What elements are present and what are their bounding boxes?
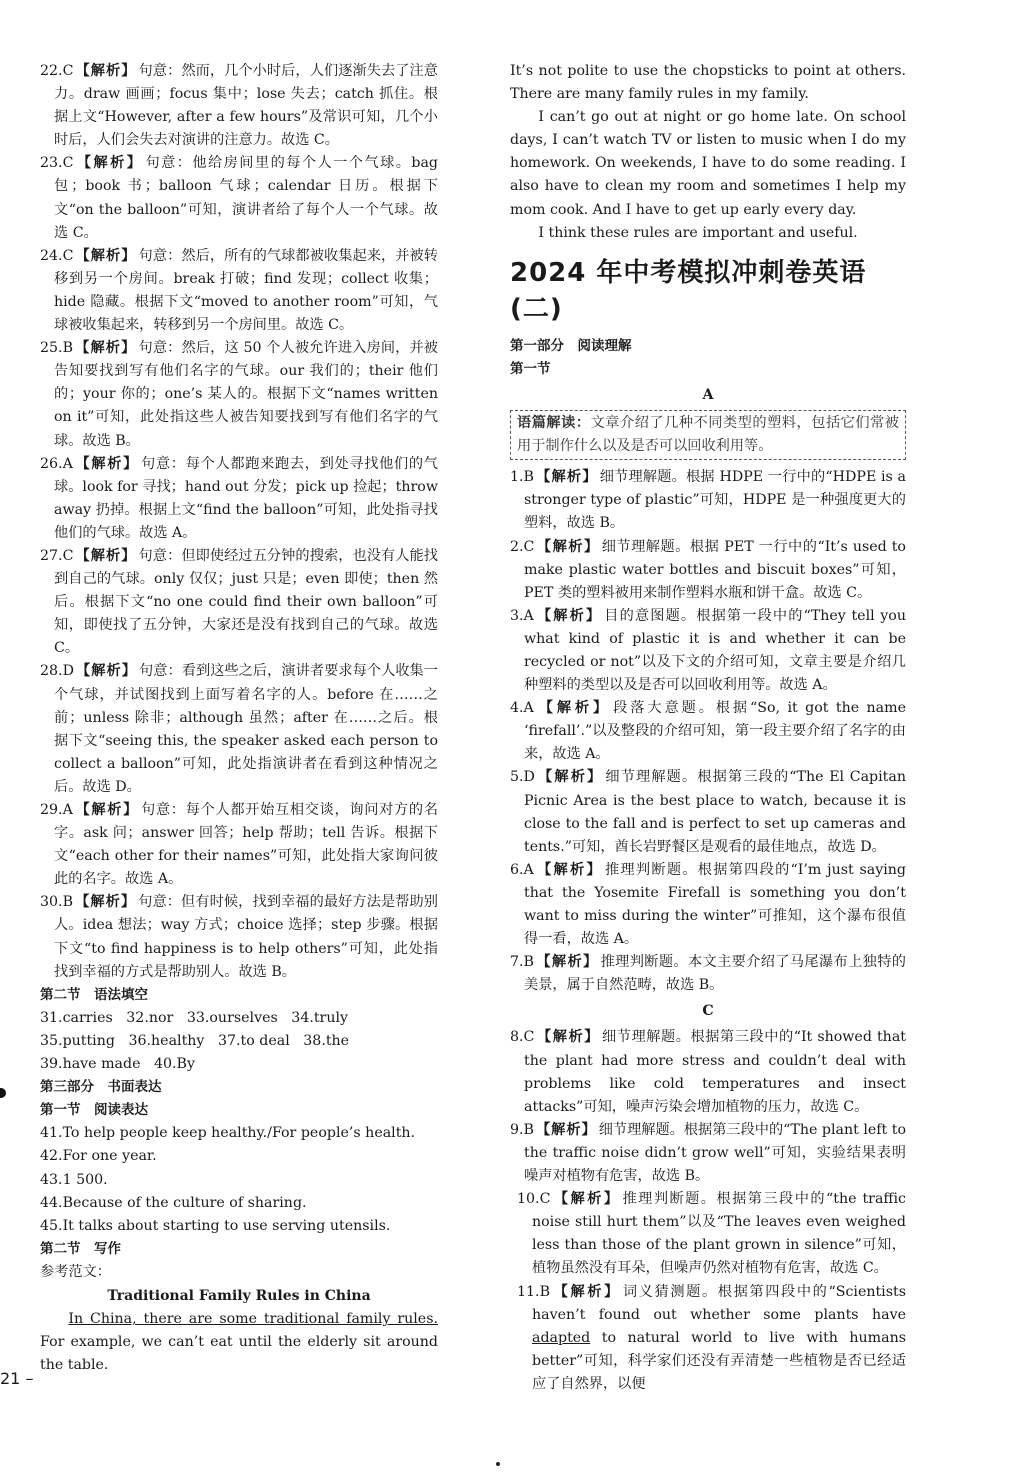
analysis-tag: 【解析】	[535, 607, 603, 624]
summary-text: 文章介绍了几种不同类型的塑料，包括它们常被用于制作什么以及是否可以回收利用等。	[517, 415, 899, 455]
grammar-heading: 第二节 语法填空	[40, 986, 148, 1003]
answer-item	[510, 466, 906, 535]
answer-number: 10.C	[517, 1191, 551, 1208]
answer-list-cloze	[40, 60, 438, 984]
answer-number: 11.B	[517, 1283, 550, 1300]
analysis-tag: 【解析】	[536, 769, 604, 786]
answer-number: 8.C	[510, 1029, 535, 1046]
analysis-tag: 【解析】	[75, 63, 137, 79]
margin-mark	[0, 1088, 6, 1098]
analysis-tag: 【解析】	[535, 700, 612, 717]
answer-number: 4.A	[510, 700, 534, 717]
answer-item	[40, 60, 438, 152]
answer-text: 句意：然后，所有的气球都被收集起来，并被转移到另一个房间。break 打破；find 发现；collect 收集；hide 隐藏。根据下文“moved to another room”可知，气球被收集起来，转移到另一个房间里。故选 C。	[54, 247, 438, 334]
analysis-tag: 【解析】	[75, 247, 137, 264]
answer-item	[510, 1281, 906, 1396]
answer-number: 29.A	[40, 802, 73, 818]
answer-number: 9.B	[510, 1121, 534, 1138]
passage-label-c: C	[702, 1003, 714, 1020]
analysis-tag: 【解析】	[75, 547, 137, 564]
grammar-line: 31.carries 32.nor 33.ourselves 34.truly	[40, 1009, 349, 1026]
essay-underlined-sentence: In China, there are some traditional family rules.	[68, 1311, 438, 1328]
reading-expression-heading: 第一节 阅读表达	[40, 1102, 148, 1119]
answer-item	[510, 766, 906, 858]
answer-text: 推理判断题。本文主要介绍了马尾瀑布上独特的美景，属于自然范畴，故选 B。	[524, 954, 906, 994]
answer-text: 推理判断题。根据第三段中的“the traffic noise still hurt them”以及“The leaves even weighed less than those of the plant grown in silence”可知，植物虽然没有耳朵，但噪声仍然对植物有危害，故选 C。	[532, 1191, 906, 1277]
analysis-tag: 【解析】	[552, 1283, 621, 1300]
section1-heading: 第一节	[510, 360, 551, 377]
answer-text: to natural world to live with humans better”可知，科学家们还没有弄清楚一些植物是否已经适应了自然界，以便	[532, 1329, 906, 1392]
passage-summary-box	[510, 410, 906, 460]
writing-heading: 第二节 写作	[40, 1240, 121, 1257]
analysis-tag: 【解析】	[536, 538, 600, 555]
answer-text: 细节理解题。根据 PET 一行中的“It’s used to make plastic water bottles and biscuit boxes”可知，PET 类的塑料被用来制作塑料水瓶和饼干盒。故选 C。	[524, 538, 906, 601]
answer-text: 目的意图题。根据第一段中的“They tell you what kind of plastic it is and whether it can be recycled or not”以及下文的介绍可知，文章主要是介绍几种塑料的类型以及是否可以回收利用等。故选 A。	[524, 607, 906, 694]
essay-title: Traditional Family Rules in China	[107, 1287, 371, 1304]
analysis-tag: 【解析】	[74, 802, 140, 818]
answer-text: 句意：看到这些之后，演讲者要求每个人收集一个气球，并试图找到上面写着名字的人。before 在……之前；unless 除非；although 虽然；after 在……之后。根据下文“seeing this, the speaker asked each person to collect a balloon”可知，此处指演讲者在看到这种情况之后。故选 D。	[54, 663, 438, 795]
answer-number: 6.A	[510, 861, 534, 878]
answer-text: 句意：但即使经过五分钟的搜索，也没有人能找到自己的气球。only 仅仅；just 只是；even 即使；then 然后。根据下文“no one could find their own balloon”可知，即使找了五分钟，大家还是没有找到自己的气球。故选 C。	[54, 547, 438, 657]
answer-item	[40, 245, 438, 337]
answer-item	[40, 337, 438, 452]
reading-answer: 45.It talks about starting to use serving utensils.	[40, 1217, 391, 1234]
answer-number: 2.C	[510, 538, 535, 555]
exam-title: 2024 年中考模拟冲刺卷英语(二)	[510, 257, 867, 324]
analysis-tag: 【解析】	[75, 663, 137, 680]
answer-number: 22.C	[40, 63, 74, 79]
analysis-tag: 【解析】	[535, 861, 603, 878]
answer-text: 细节理解题。根据 HDPE 一行中的“HDPE is a stronger type of plastic”可知，HDPE 是一种强度更大的塑料，故选 B。	[524, 469, 906, 532]
page-number: 21 –	[0, 1369, 34, 1388]
answer-text: 句意：他给房间里的每个人一个气球。bag 包；book 书；balloon 气球；calendar 日历。根据下文“on the balloon”可知，演讲者给了每个人一个气球。故选 C。	[54, 155, 438, 241]
answer-list-passage-c	[510, 1026, 906, 1280]
analysis-tag: 【解析】	[75, 894, 137, 911]
answer-text: 细节理解题。根据第三段中的“It showed that the plant had more stress and couldn’t deal with problems like cold temperatures and insect attacks”可知，噪声污染会增加植物的压力，故选 C。	[524, 1029, 906, 1115]
essay-text: For example, we can’t eat until the elderly sit around the table.	[40, 1334, 438, 1374]
part1-heading: 第一部分 阅读理解	[510, 337, 632, 354]
answer-number: 30.B	[40, 894, 73, 911]
answer-text: 句意：但有时候，找到幸福的最好方法是帮助别人。idea 想法；way 方式；choice 选择；step 步骤。根据下文“to find happiness is to help others”可知，此处指找到幸福的方式是帮助别人。故选 B。	[54, 894, 438, 980]
answer-text: 细节理解题。根据第三段中的“The plant left to the traffic noise didn’t grow well”可知，实验结果表明噪声对植物有危害，故选 B。	[524, 1121, 906, 1185]
grammar-line: 35.putting 36.healthy 37.to deal 38.the	[40, 1032, 350, 1049]
answer-item	[40, 660, 438, 799]
answer-item	[510, 859, 906, 951]
answer-text: 句意：每个人都开始互相交谈，询问对方的名字。ask 问；answer 回答；help 帮助；tell 告诉。根据下文“each other for their names”可知，此处指大家询问彼此的名字。故选 A。	[54, 802, 438, 888]
essay-continuation: It’s not polite to use the chopsticks to point at others. There are many family rules in my family.	[510, 63, 906, 103]
part3-heading: 第三部分 书面表达	[40, 1079, 162, 1096]
analysis-tag: 【解析】	[75, 340, 137, 357]
answer-number: 28.D	[40, 663, 74, 680]
answer-number: 3.A	[510, 607, 534, 624]
summary-label: 语篇解读：	[517, 415, 591, 432]
footer-dot	[496, 1462, 500, 1466]
analysis-tag: 【解析】	[535, 954, 599, 971]
answer-item	[40, 453, 438, 545]
answer-text: 细节理解题。根据第三段的“The El Capitan Picnic Area is the best place to watch, because it is close to the fall and is perfect to set up cameras and tents.”可知，酋长岩野餐区是观看的最佳地点，故选 D。	[524, 769, 906, 855]
answer-number: 25.B	[40, 340, 73, 357]
analysis-tag: 【解析】	[535, 469, 598, 486]
answer-number: 26.A	[40, 455, 73, 472]
passage-label-a: A	[702, 386, 714, 403]
answer-item	[510, 1026, 906, 1118]
answer-number: 23.C	[40, 155, 74, 172]
analysis-tag: 【解析】	[74, 455, 140, 472]
answer-list-passage-a	[510, 466, 906, 997]
answer-item	[40, 891, 438, 983]
grammar-line: 39.have made 40.By	[40, 1056, 196, 1073]
answer-text: 词义猜测题。根据第四段中的“Scientists haven’t found out whether some plants have	[532, 1283, 906, 1323]
sample-label: 参考范文：	[40, 1263, 111, 1280]
answer-text: 句意：然而，几个小时后，人们逐渐失去了注意力。draw 画画；focus 集中；lose 失去；catch 抓住。根据上文“However, after a few hours”及常识可知，几个小时后，人们会失去对演讲的注意力。故选 C。	[54, 63, 438, 149]
analysis-tag: 【解析】	[75, 155, 144, 172]
left-column	[40, 60, 438, 1377]
reading-answer: 41.To help people keep healthy./For people’s health.	[40, 1125, 416, 1142]
answer-item	[510, 605, 906, 697]
essay-paragraph	[40, 1308, 438, 1377]
answer-number: 7.B	[510, 954, 534, 971]
right-column	[510, 60, 906, 1396]
answer-item	[510, 1119, 906, 1188]
answer-number: 1.B	[510, 469, 534, 486]
answer-item	[40, 799, 438, 891]
reading-answer: 43.1 500.	[40, 1171, 108, 1188]
answer-item	[40, 152, 438, 244]
answer-item	[510, 536, 906, 605]
essay-paragraph: I think these rules are important and useful.	[538, 224, 858, 241]
answer-text: 句意：每个人都跑来跑去，到处寻找他们的气球。look for 寻找；hand out 分发；pick up 捡起；throw away 扔掉。根据上文“find the balloon”可知，此处指寻找他们的气球。故选 A。	[54, 455, 438, 541]
answer-number: 27.C	[40, 547, 74, 564]
answer-number: 5.D	[510, 769, 535, 786]
underlined-word: adapted	[532, 1329, 591, 1346]
answer-number: 24.C	[40, 247, 74, 264]
answer-item	[510, 1188, 906, 1280]
answer-item	[510, 951, 906, 997]
answer-item	[510, 697, 906, 766]
answer-text: 推理判断题。根据第四段的“I’m just saying that the Yosemite Firefall is something you don’t want to miss during the winter”可推知，这个瀑布很值得一看，故选 A。	[524, 861, 906, 948]
essay-paragraph: I can’t go out at night or go home late. On school days, I can’t watch TV or listen to music when I do my homework. On weekends, I have to do some reading. I also have to clean my room and sometimes I help my mom cook. And I have to get up early every day.	[510, 109, 906, 218]
analysis-tag: 【解析】	[552, 1191, 621, 1208]
answer-item	[40, 545, 438, 660]
analysis-tag: 【解析】	[536, 1029, 600, 1046]
analysis-tag: 【解析】	[535, 1121, 597, 1138]
reading-answer: 42.For one year.	[40, 1148, 157, 1165]
answer-text: 句意：然后，这 50 个人被允许进入房间，并被告知要找到写有他们名字的气球。our 我们的；their 他们的；your 你的；one’s 某人的。根据下文“names written on it”可知，此处指这些人被告知要找到写有他们名字的气球。故选 B。	[54, 340, 438, 449]
answer-text: 段落大意题。根据“So, it got the name ‘firefall’.”以及整段的介绍可知，第一段主要介绍了名字的由来，故选 A。	[524, 700, 906, 763]
reading-answer: 44.Because of the culture of sharing.	[40, 1194, 307, 1211]
